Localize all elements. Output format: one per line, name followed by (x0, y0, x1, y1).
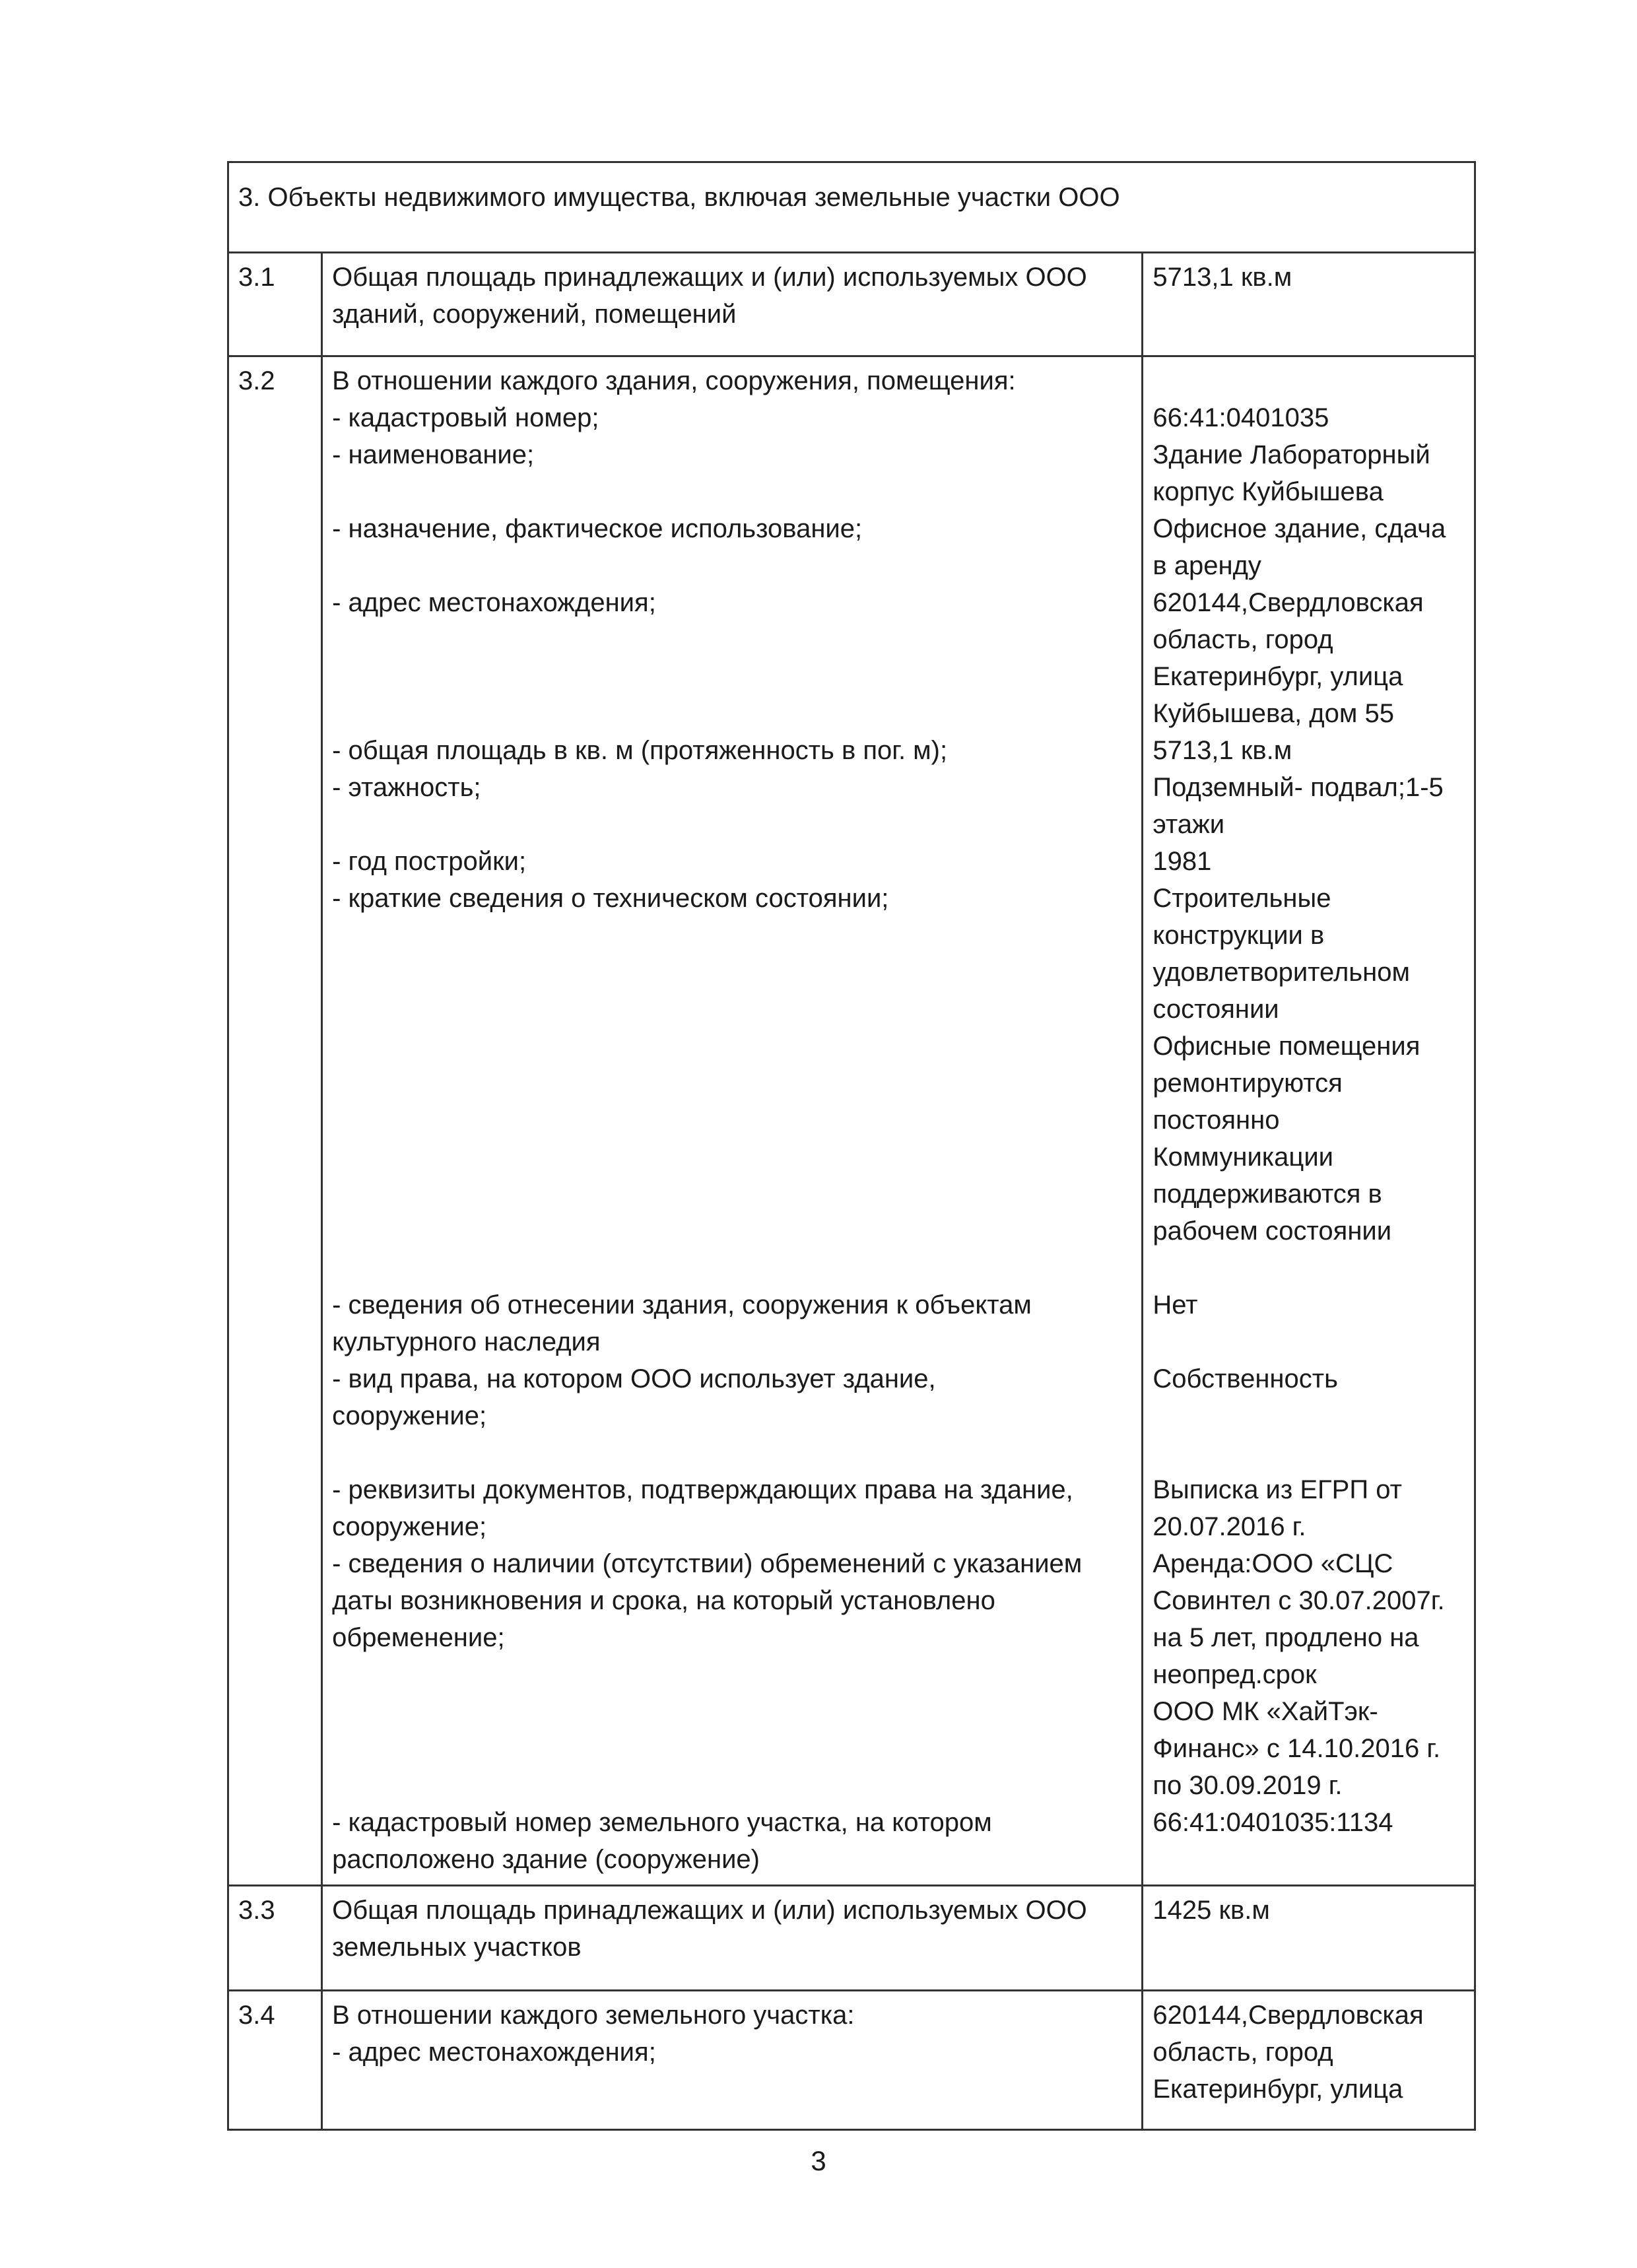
row-description (322, 356, 1143, 1886)
name-label: - наименование; (332, 440, 535, 469)
condition-value-cont: Коммуникации (1153, 1143, 1334, 1172)
table-row-3-4 (228, 1991, 1475, 2130)
page-number: 3 (811, 2145, 826, 2176)
section-title-row (228, 162, 1475, 253)
year-value: 1981 (1153, 847, 1212, 876)
row-description (322, 1886, 1143, 1991)
docs-label-cont: сооружение; (332, 1512, 487, 1541)
row-values (1143, 356, 1475, 1886)
section-title: 3. Объекты недвижимого имущества, включая земельные участки ООО (228, 162, 1475, 253)
encumbrance-label-end: обременение; (332, 1623, 505, 1652)
address-value-cont: Екатеринбург, улица (1153, 2075, 1403, 2104)
row-value: 5713,1 кв.м (1143, 253, 1475, 356)
name-value-cont: корпус Куйбышева (1153, 477, 1384, 506)
address-value-cont: область, город (1153, 625, 1333, 654)
cadastral-value: 66:41:0401035 (1153, 403, 1329, 432)
address-value-cont: Екатеринбург, улица (1153, 662, 1403, 691)
row-value: 1425 кв.м (1143, 1886, 1475, 1991)
row-description (322, 1991, 1143, 2130)
heritage-label: - сведения об отнесении здания, сооружения к объектам (332, 1290, 1032, 1319)
area-value: 5713,1 кв.м (1153, 736, 1292, 765)
text-line: Общая площадь принадлежащих и (или) используемых ООО (332, 263, 1087, 292)
text-line: Общая площадь принадлежащих и (или) используемых ООО (332, 1896, 1087, 1925)
row-number: 3.3 (228, 1886, 322, 1991)
land-cadastral-label: - кадастровый номер земельного участка, на котором (332, 1808, 992, 1837)
encumbrance-value-cont: Совинтел с 30.07.2007г. (1153, 1586, 1445, 1615)
floors-value: Подземный- подвал;1-5 (1153, 773, 1444, 802)
docs-value-cont: 20.07.2016 г. (1153, 1512, 1306, 1541)
purpose-value-cont: в аренду (1153, 551, 1261, 580)
address-value: 620144,Свердловская (1153, 2001, 1424, 2030)
floors-label: - этажность; (332, 773, 481, 802)
row-description (322, 253, 1143, 356)
address-label: - адрес местонахождения; (332, 588, 656, 617)
docs-label: - реквизиты документов, подтверждающих права на здание, (332, 1475, 1073, 1504)
floors-value-cont: этажи (1153, 810, 1225, 839)
name-value: Здание Лабораторный (1153, 440, 1430, 469)
encumbrance-value: Аренда:ООО «СЦС (1153, 1549, 1393, 1578)
condition-value-cont: Офисные помещения (1153, 1032, 1420, 1061)
condition-value-cont: постоянно (1153, 1106, 1280, 1135)
row-number: 3.1 (228, 253, 322, 356)
row-number: 3.4 (228, 1991, 322, 2130)
address-label: - адрес местонахождения; (332, 2038, 656, 2067)
land-cadastral-value: 66:41:0401035:1134 (1153, 1808, 1393, 1837)
row-number: 3.2 (228, 356, 322, 1886)
condition-value-cont: рабочем состоянии (1153, 1217, 1392, 1246)
right-value: Собственность (1153, 1364, 1338, 1393)
encumbrance-value-cont: ООО МК «ХайТэк- (1153, 1697, 1378, 1726)
docs-value: Выписка из ЕГРП от (1153, 1475, 1402, 1504)
cadastral-label: - кадастровый номер; (332, 403, 599, 432)
row-values (1143, 1991, 1475, 2130)
heritage-label-cont: культурного наследия (332, 1327, 601, 1356)
land-cadastral-label-cont: расположено здание (сооружение) (332, 1845, 760, 1874)
intro-line: В отношении каждого земельного участка: (332, 2001, 855, 2030)
condition-value-cont: конструкции в (1153, 921, 1325, 950)
condition-value: Строительные (1153, 884, 1331, 913)
table-row-3-2 (228, 356, 1475, 1886)
area-label: - общая площадь в кв. м (протяженность в пог. м); (332, 736, 948, 765)
condition-value-cont: удовлетворительном (1153, 958, 1410, 987)
property-table (227, 161, 1476, 2131)
encumbrance-value-cont: Финанс» с 14.10.2016 г. (1153, 1734, 1441, 1763)
condition-value-cont: поддерживаются в (1153, 1180, 1382, 1209)
heritage-value: Нет (1153, 1290, 1198, 1319)
table-row-3-3 (228, 1886, 1475, 1991)
right-label-cont: сооружение; (332, 1401, 487, 1430)
table-row-3-1 (228, 253, 1475, 356)
intro-line: В отношении каждого здания, сооружения, помещения: (332, 366, 1016, 395)
year-label: - год постройки; (332, 847, 527, 876)
encumbrance-value-cont: на 5 лет, продлено на (1153, 1623, 1419, 1652)
text-line: зданий, сооружений, помещений (332, 300, 737, 329)
address-value-cont: Куйбышева, дом 55 (1153, 699, 1394, 728)
address-value: 620144,Свердловская (1153, 588, 1424, 617)
encumbrance-label: - сведения о наличии (отсутствии) обременений с указанием (332, 1549, 1083, 1578)
condition-value-cont: ремонтируются (1153, 1069, 1343, 1098)
condition-value-cont: состоянии (1153, 995, 1279, 1024)
purpose-value: Офисное здание, сдача (1153, 514, 1446, 543)
encumbrance-value-cont: по 30.09.2019 г. (1153, 1771, 1343, 1800)
right-label: - вид права, на котором ООО использует здание, (332, 1364, 936, 1393)
encumbrance-label-cont: даты возникновения и срока, на который установлено (332, 1586, 995, 1615)
condition-label: - краткие сведения о техническом состоянии; (332, 884, 889, 913)
text-line: земельных участков (332, 1933, 582, 1962)
purpose-label: - назначение, фактическое использование; (332, 514, 863, 543)
encumbrance-value-cont: неопред.срок (1153, 1660, 1317, 1689)
address-value-cont: область, город (1153, 2038, 1333, 2067)
